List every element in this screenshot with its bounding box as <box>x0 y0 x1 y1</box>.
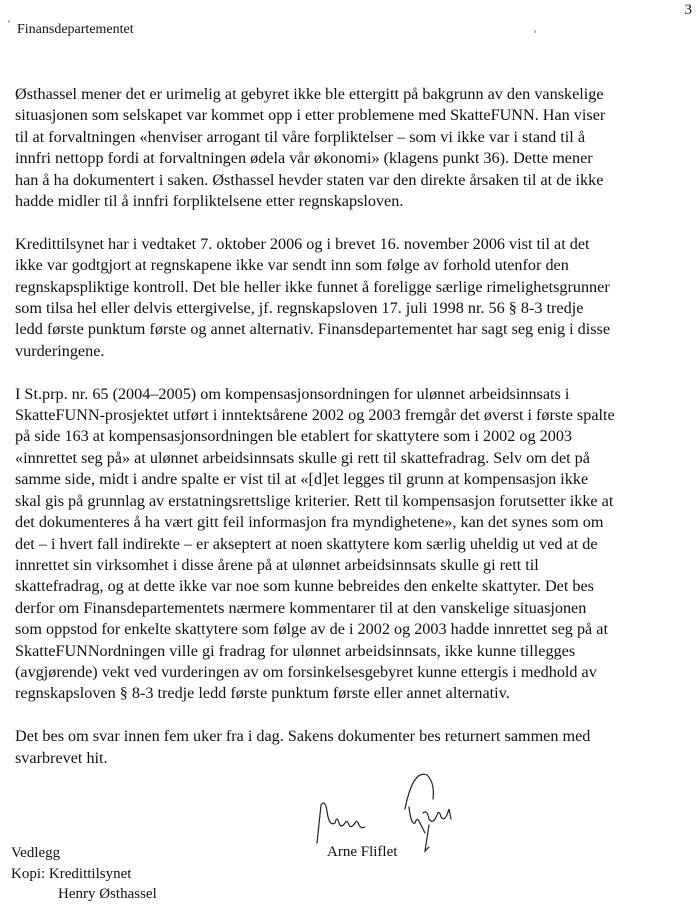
signature-stroke <box>425 825 429 851</box>
text-line: skattefradrag, og at dette ikke var noe som kunne bebreides den enkelte skattyter. Det bes <box>15 577 594 596</box>
text-line: svarbrevet hit. <box>15 748 108 767</box>
text-line: derfor om Finansdepartementets nærmere kommentarer til at den vanskelige situasjonen <box>15 598 587 617</box>
text-line: vurderingene. <box>15 341 105 360</box>
letter-footer <box>11 843 157 905</box>
text-line: SkatteFUNN-prosjektet utført i inntektsårene 2002 og 2003 fremgår det øverst i første spalte <box>15 406 615 425</box>
text-line: Det bes om svar innen fem uker fra i dag. Sakens dokumenter bes returnert sammen med <box>15 727 591 746</box>
text-line: (avgjørende) vekt ved vurderingen av om forsinkelsesgebyret kunne ettergis i medhold av <box>15 662 597 681</box>
text-line: innrettet sin virksomhet i disse årene på at ulønnet arbeidsinnsats skulle gi rett til <box>15 555 539 574</box>
text-line: på side 163 at kompensasjonsordningen ble etablert for skattytere som i 2002 og 2003 <box>15 427 573 446</box>
attachments-label: Vedlegg <box>11 845 61 861</box>
copy-recipient: Kredittilsynet <box>48 865 132 882</box>
letter-header: Finansdepartementet <box>17 22 134 37</box>
copy-label: Kopi: <box>11 865 46 882</box>
text-line: I St.prp. nr. 65 (2004–2005) om kompensasjonsordningen for ulønnet arbeidsinnsats i <box>15 384 570 403</box>
text-line: ikke var godtgjort at regnskapene ikke var sendt inn som følge av forhold utenfor den <box>15 256 569 275</box>
text-line: Østhassel mener det er urimelig at gebyret ikke ble ettergitt på bakgrunn av den vanskelige <box>15 85 604 103</box>
text-line: regnskapsloven § 8-3 tredje ledd første punktum første eller annet alternativ. <box>15 684 510 703</box>
paragraph-request <box>15 726 691 769</box>
copy-recipient: Henry Østhassel <box>58 886 157 902</box>
text-line: det dokumenteres å ha vært gitt feil informasjon fra myndighetene», kan det synes som om <box>15 513 604 532</box>
paragraph-kredittilsynet <box>15 234 691 362</box>
text-line: som tilsa hel eller delvis ettergivelse, jf. regnskapsloven 17. juli 1998 nr. 56 § 8-3 tredje <box>15 299 584 318</box>
copy-line <box>11 864 157 885</box>
text-line: som oppstod for enkelte skattytere som følge av de i 2002 og 2003 hadde innrettet seg på at <box>15 620 608 639</box>
text-line: til at forvaltningen «henviser arrogant til våre forpliktelser – som vi ikke var i stand til å <box>15 127 586 146</box>
text-line: han å ha dokumentert i saken. Østhassel hevder staten var den direkte årsaken til at de ikke <box>15 170 604 189</box>
paragraph-complaint <box>15 84 691 212</box>
text-line: skal gis på grunnlag av erstatningsrettslige kriterier. Rett til kompensasjon forutsetter ikke at <box>15 491 614 510</box>
scan-speck <box>8 20 10 23</box>
signature-stroke <box>409 807 451 833</box>
signature-stroke <box>405 774 433 809</box>
text-line: hadde midler til å innfri forpliktelsene etter regnskapsloven. <box>15 192 404 211</box>
scan-speck <box>534 30 536 33</box>
letter-body <box>15 84 691 790</box>
text-line: ledd første punktum første og annet alternativ. Finansdepartementet har sagt seg enig i disse <box>15 320 611 339</box>
signature-stroke <box>317 803 365 843</box>
text-line: Kredittilsynet har i vedtaket 7. oktober 2006 og i brevet 16. november 2006 vist til at det <box>15 234 590 253</box>
text-line: SkatteFUNNordningen ville gi fradrag for ulønnet arbeidsinnsats, ikke kunne tillegges <box>15 641 576 660</box>
text-line: regnskapspliktige kontroll. Det ble heller ikke funnet å foreligge særlige rimelighetsgrunner <box>15 277 610 296</box>
paragraph-stprp <box>15 384 691 705</box>
text-line: situasjonen som selskapet var kommet opp i etter problemene med SkatteFUNN. Han viser <box>15 106 606 125</box>
text-line: «innrettet seg på» at ulønnet arbeidsinnsats skulle gi rett til skattefradrag. Selv om det på <box>15 448 590 467</box>
page-number: 3 <box>684 2 692 18</box>
text-line: innfri nettopp fordi at forvaltningen ødela vår økonomi» (klagens punkt 36). Dette mener <box>15 149 593 168</box>
text-line: samme side, midt i andre spalte er vist til at «[d]et legges til grunn at kompensasjon ikke <box>15 470 589 489</box>
signer-name: Arne Fliflet <box>327 844 398 860</box>
text-line: det – i hvert fall indirekte – er akseptert at noen skattytere kom særlig uheldig ut ved at de <box>15 534 598 553</box>
